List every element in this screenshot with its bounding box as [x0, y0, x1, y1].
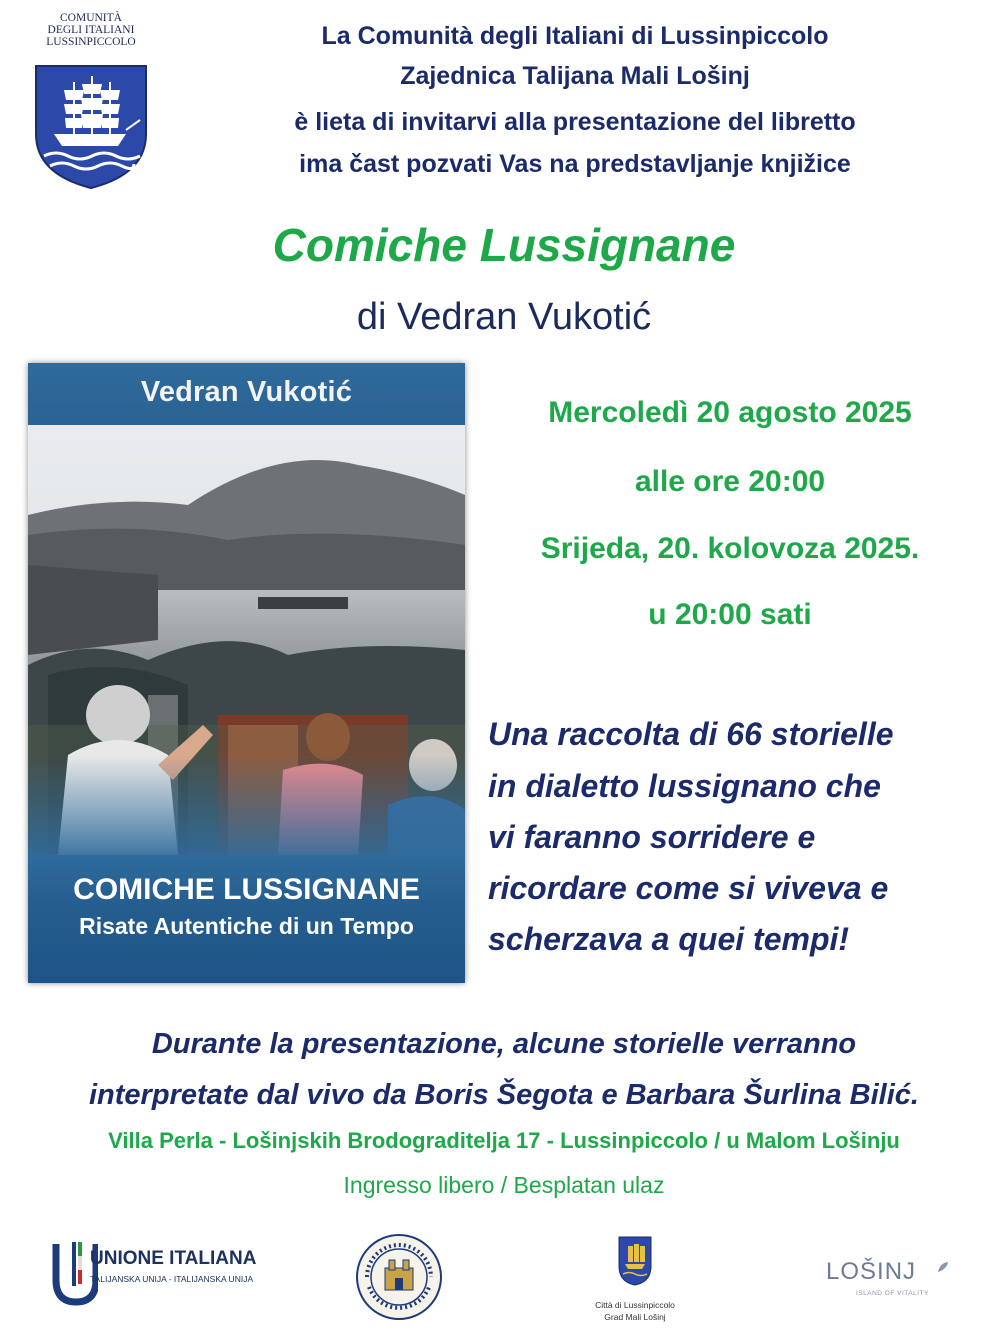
city-name-italian: Città di Lussinpiccolo: [595, 1300, 675, 1310]
cover-subtitle: Risate Autentiche di un Tempo: [79, 913, 414, 939]
losinj-logo: [826, 1258, 956, 1303]
cover-author: Vedran Vukotić: [140, 376, 353, 408]
event-time-croatian: u 20:00 sati: [648, 598, 812, 631]
unione-italiana-name: UNIONE ITALIANA: [90, 1248, 257, 1269]
book-author: di Vedran Vukotić: [356, 296, 652, 338]
universita-popolare-trieste-seal-icon: [355, 1232, 443, 1322]
ship-shield-icon: [34, 64, 148, 190]
unione-italiana-logo: [50, 1240, 260, 1310]
book-cover: [28, 363, 465, 983]
losinj-tagline: ISLAND OF VITALITY: [856, 1290, 929, 1297]
description-line-3: vi faranno sorridere e: [488, 819, 816, 855]
description-line-5: scherzava a quei tempi!: [488, 921, 850, 957]
cover-title: COMICHE LUSSIGNANE: [73, 873, 420, 906]
city-shield-icon: [618, 1236, 652, 1286]
cover-photo: [28, 425, 465, 855]
description-line-4: ricordare come si viveva e: [488, 870, 889, 906]
city-name-croatian: Grad Mali Lošinj: [604, 1312, 666, 1322]
event-time-italian: alle ore 20:00: [634, 465, 826, 498]
event-date-italian: Mercoledì 20 agosto 2025: [548, 396, 912, 429]
community-crest: [30, 12, 152, 192]
event-date-croatian: Srijeda, 20. kolovoza 2025.: [540, 532, 920, 565]
citta-di-lussinpiccolo-logo: [580, 1232, 690, 1332]
header-line-2: Zajednica Talijana Mali Lošinj: [400, 62, 750, 90]
header-line-4: ima čast pozvati Vas na predstavljanje knjižice: [299, 150, 851, 178]
performance-line-1: Durante la presentazione, alcune storielle verranno: [151, 1028, 857, 1060]
crest-text: [30, 12, 152, 48]
performance-line-2: interpretate dal vivo da Boris Šegota e Barbara Šurlina Bilić.: [89, 1079, 919, 1111]
book-title: Comiche Lussignane: [272, 219, 736, 271]
description-line-2: in dialetto lussignano che: [488, 768, 881, 804]
losinj-name: LOŠINJ: [826, 1258, 917, 1285]
leaf-icon: [936, 1260, 950, 1274]
venue-address: Villa Perla - Lošinjskih Brodograditelja 17 - Lussinpiccolo / u Malom Lošinju: [108, 1128, 900, 1153]
header-line-3: è lieta di invitarvi alla presentazione del libretto: [294, 108, 856, 136]
entry-info: Ingresso libero / Besplatan ulaz: [343, 1172, 665, 1198]
unione-italiana-subtitle: TALIJANSKA UNIJA - ITALIJANSKA UNIJA: [90, 1274, 254, 1284]
description-line-1: Una raccolta di 66 storielle: [488, 716, 894, 752]
header-line-1: La Comunità degli Italiani di Lussinpiccolo: [321, 22, 829, 50]
crest-text-line: COMUNITÀ: [60, 12, 122, 24]
crest-text-line: DEGLI ITALIANI: [47, 24, 135, 36]
crest-text-line: LUSSINPICCOLO: [46, 36, 136, 48]
